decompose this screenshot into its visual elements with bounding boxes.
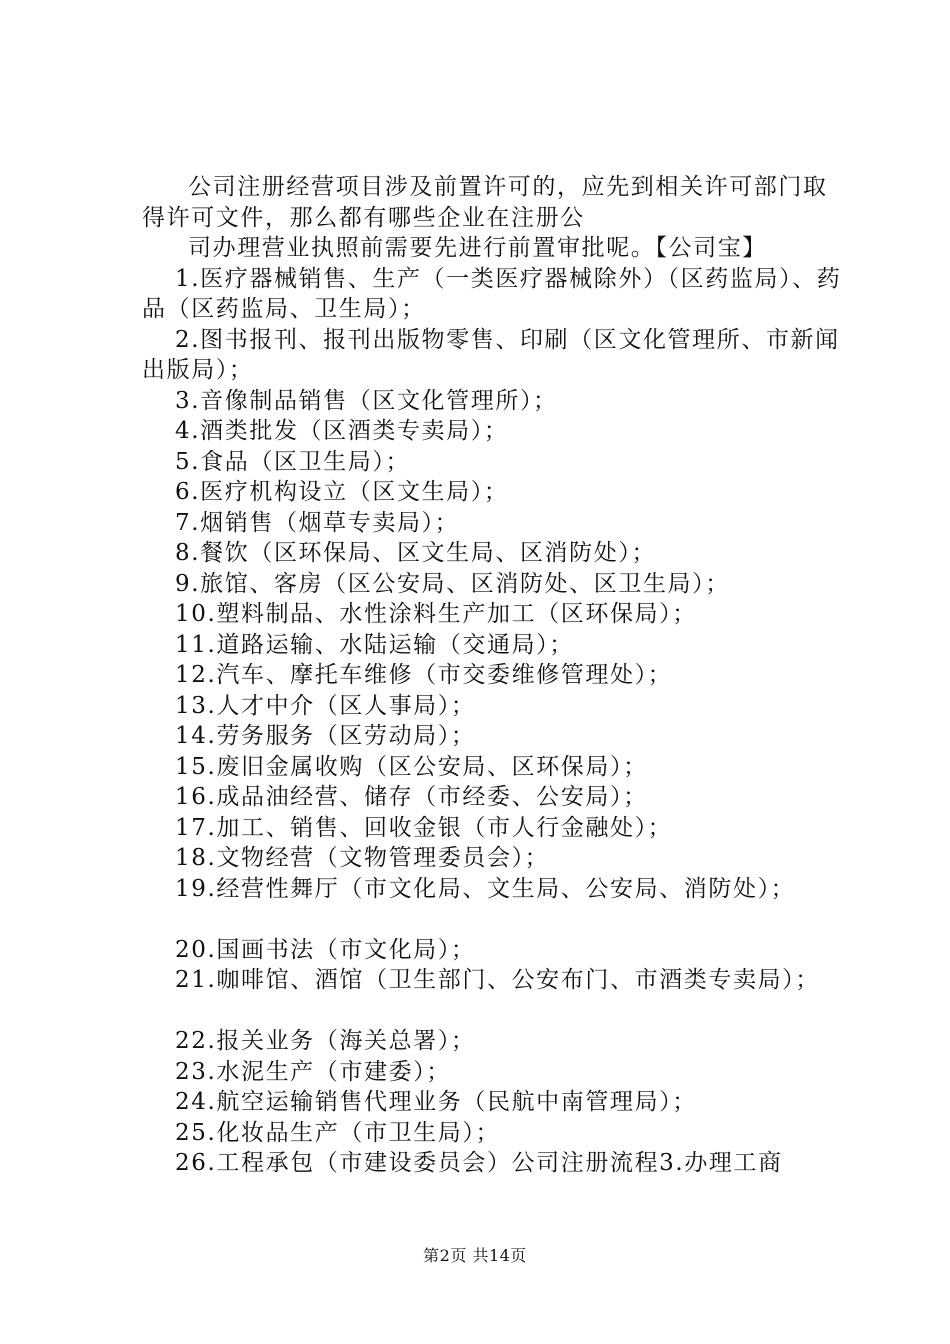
list-item: 25.化妆品生产（市卫生局）； bbox=[175, 1119, 501, 1146]
list-item: 2.图书报刊、报刊出版物零售、印刷（区文化管理所、市新闻出版局）； bbox=[142, 326, 840, 383]
document-body bbox=[142, 172, 842, 1179]
list-item: 24.航空运输销售代理业务（民航中南管理局）； bbox=[175, 1089, 697, 1115]
list-item: 16.成品油经营、储存（市经委、公安局）； bbox=[175, 784, 648, 810]
list-item: 12.汽车、摩托车维修（市交委维修管理处）； bbox=[175, 662, 673, 688]
list-item: 13.人才中介（区人事局）； bbox=[175, 692, 476, 719]
list-item: 8.餐饮（区环保局、区文生局、区消防处）； bbox=[175, 540, 657, 566]
list-item: 1.医疗器械销售、生产（一类医疗器械除外）（区药监局）、药品（区药监局、卫生局）； bbox=[142, 265, 842, 322]
list-item: 22.报关业务（海关总署）； bbox=[175, 1028, 476, 1054]
list-item: 5.食品（区卫生局）； bbox=[175, 448, 411, 475]
intro-paragraph-continued: 司办理营业执照前需要先进行前置审批呢。【公司宝】 bbox=[188, 235, 767, 261]
list-item: 21.咖啡馆、酒馆（卫生部门、公安布门、市酒类专卖局）； bbox=[175, 967, 820, 993]
list-item: 19.经营性舞厅（市文化局、文生局、公安局、消防处）； bbox=[175, 875, 796, 902]
list-item: 6.医疗机构设立（区文生局）； bbox=[175, 479, 509, 505]
list-item: 9.旅馆、客房（区公安局、区消防处、区卫生局）； bbox=[175, 570, 730, 597]
list-item: 20.国画书法（市文化局）； bbox=[175, 936, 476, 963]
list-item: 10.塑料制品、水性涂料生产加工（区环保局）； bbox=[175, 601, 697, 627]
intro-paragraph: 公司注册经营项目涉及前置许可的，应先到相关许可部门取得许可文件，那么都有哪些企业在注册公 bbox=[142, 174, 828, 231]
list-item: 15.废旧金属收购（区公安局、区环保局）； bbox=[175, 753, 648, 780]
list-item: 4.酒类批发（区酒类专卖局）； bbox=[175, 418, 509, 444]
list-item: 14.劳务服务（区劳动局）； bbox=[175, 723, 476, 749]
list-item: 7.烟销售（烟草专卖局）； bbox=[175, 509, 460, 536]
list-item: 23.水泥生产（市建委）； bbox=[175, 1058, 451, 1085]
list-item: 18.文物经营（文物管理委员会）； bbox=[175, 845, 550, 871]
list-item: 11.道路运输、水陆运输（交通局）； bbox=[175, 631, 574, 658]
list-item: 17.加工、销售、回收金银（市人行金融处）； bbox=[175, 814, 673, 841]
list-item: 3.音像制品销售（区文化管理所）； bbox=[175, 387, 558, 414]
page-number-footer: 第2页 共14页 bbox=[423, 1246, 527, 1265]
list-item: 26.工程承包（市建设委员会）公司注册流程3.办理工商 bbox=[175, 1150, 783, 1176]
